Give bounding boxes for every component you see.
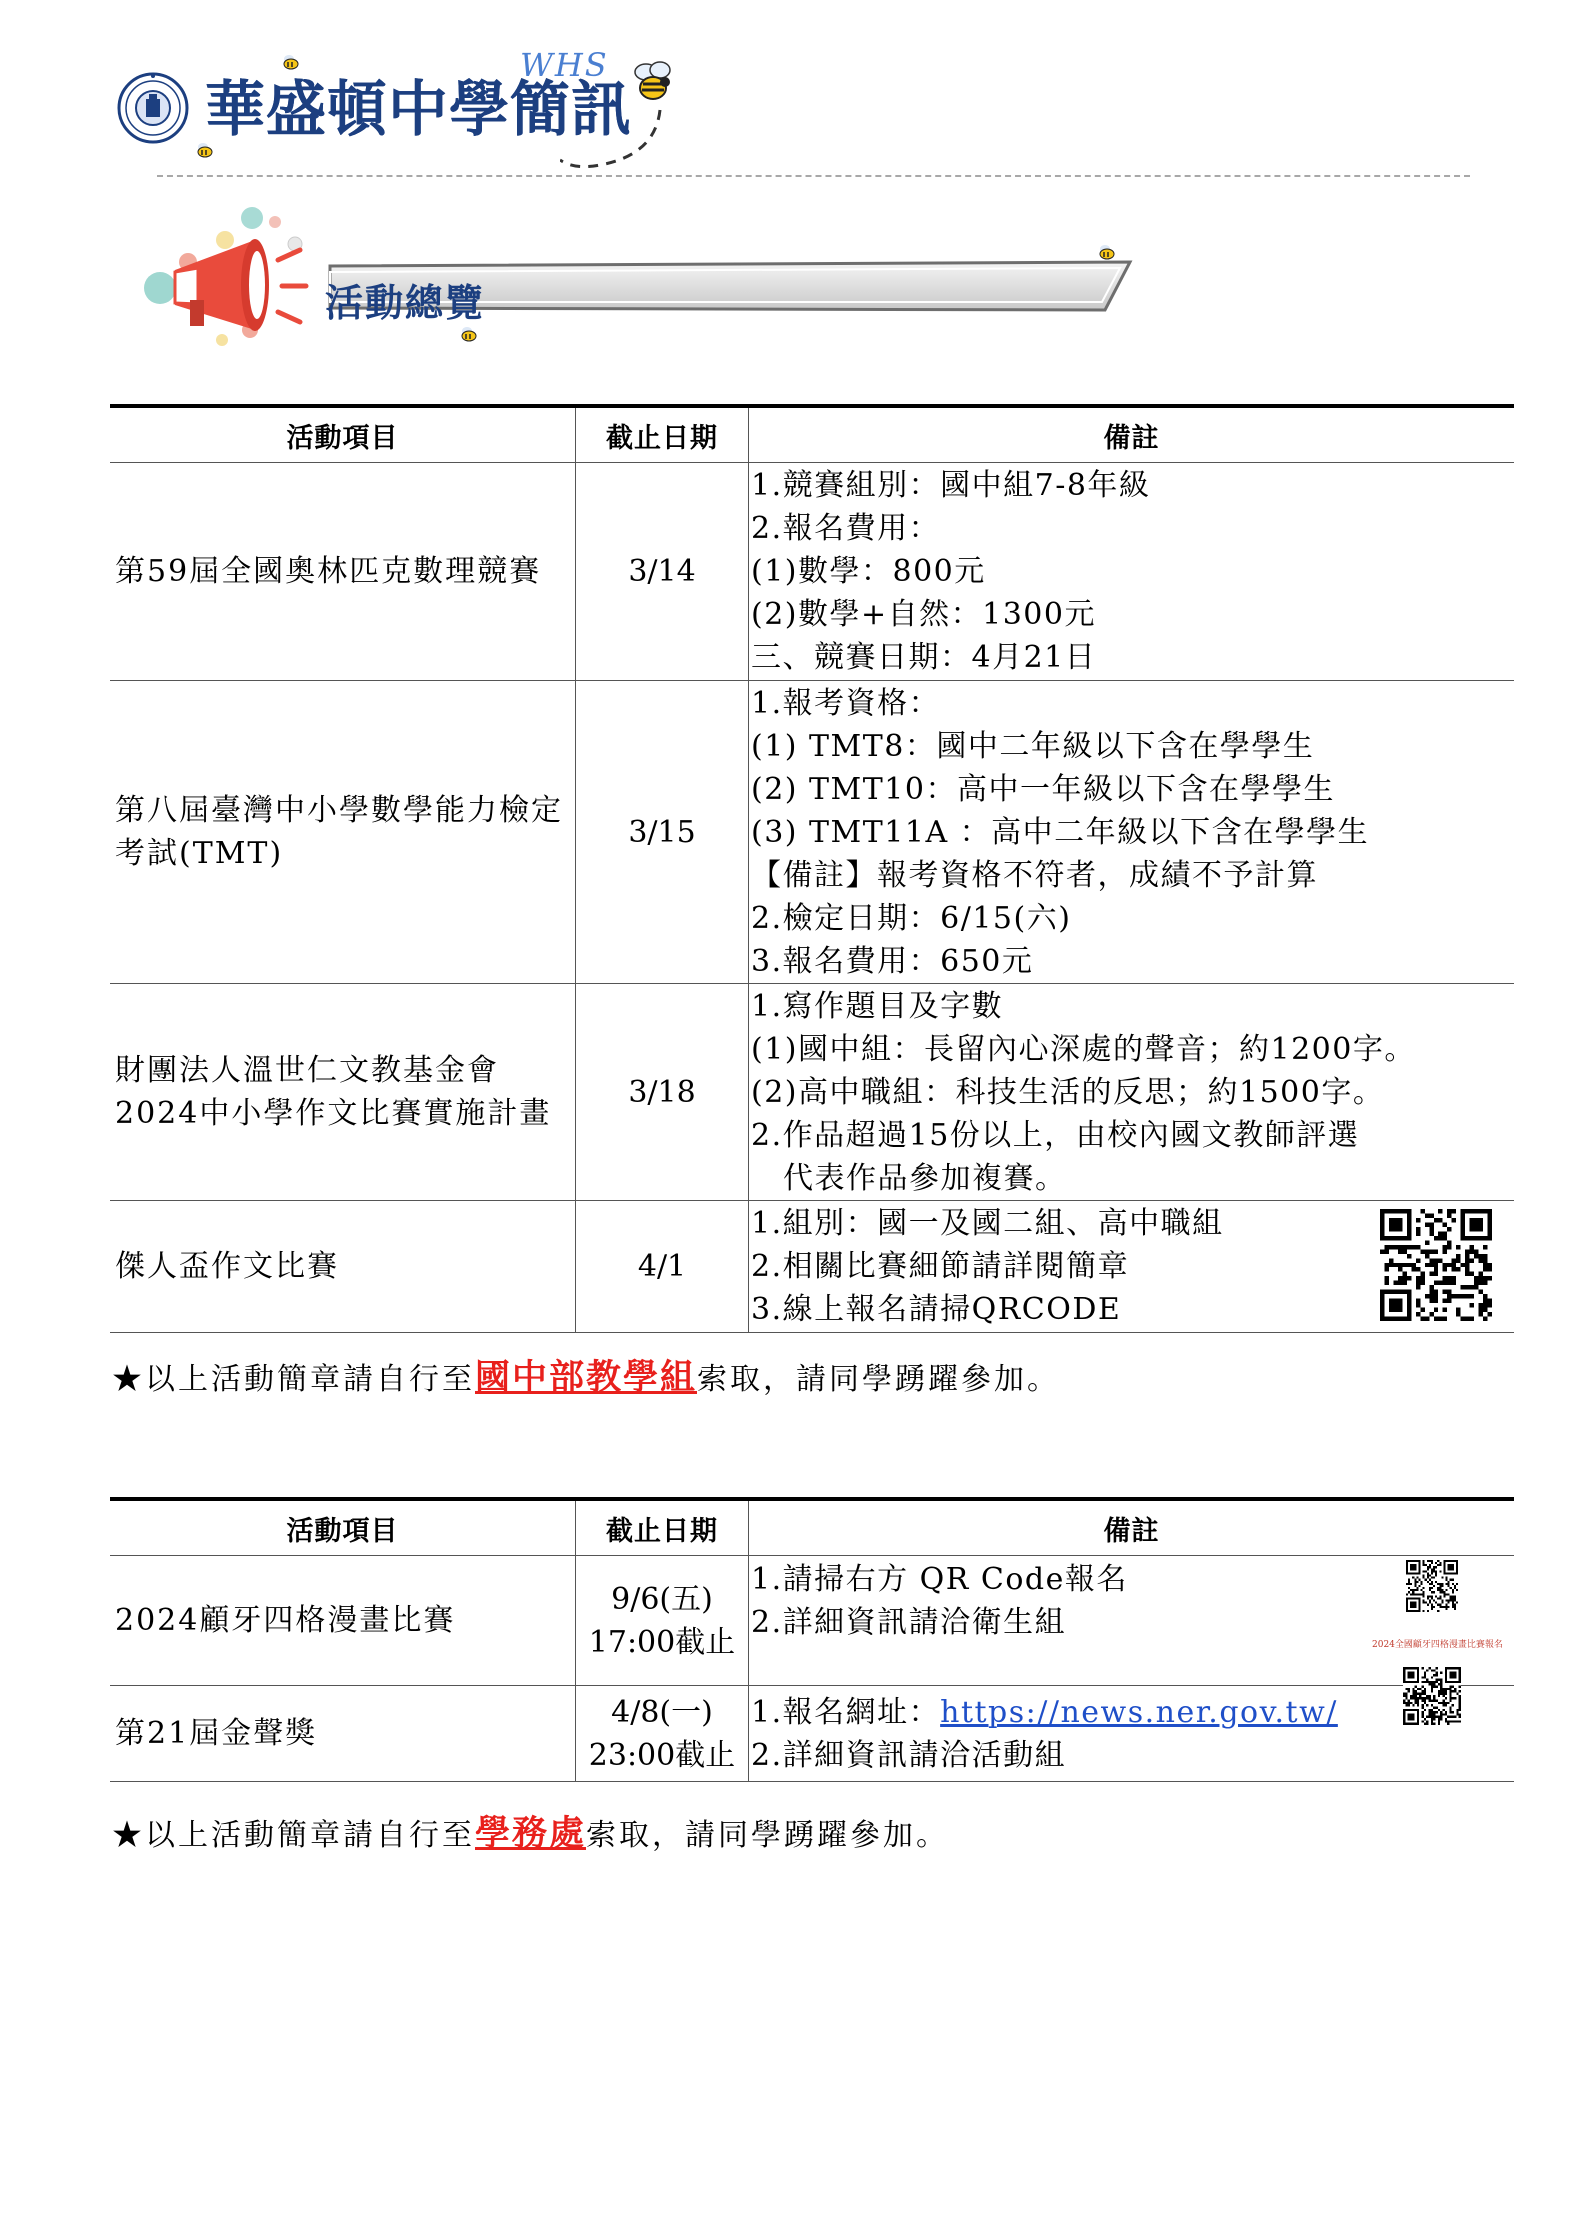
activity-name: 2024顧牙四格漫畫比賽 (110, 1556, 576, 1686)
table-row (110, 984, 1514, 1201)
table-header-row (110, 406, 1514, 463)
activity-notes: 1.組別：國一及國二組、高中職組 2.相關比賽細節請詳閱簡章 3.線上報名請掃QRCODE (749, 1201, 1515, 1333)
activity-notes: 1.寫作題目及字數 (1)國中組：長留內心深處的聲音；約1200字。 (2)高中職組：科技生活的反思；約1500字。 2.作品超過15份以上，由校內國文教師評選 代表作品參加複賽。 (749, 984, 1515, 1201)
activity-name: 第八屆臺灣中小學數學能力檢定考試(TMT) (110, 681, 576, 984)
section-banner (130, 200, 1150, 355)
activity-deadline: 3/15 (576, 681, 749, 984)
activity-notes: 1.報考資格： (1) TMT8：國中二年級以下含在學學生 (2) TMT10：高中一年級以下含在學學生 (3) TMT11A ：高中二年級以下含在學學生 【備註】報考資格不符者，成績不予計算 2.檢定日期：6/15(六) 3.報名費用：650元 (749, 681, 1515, 984)
activities-table-academic (110, 404, 1514, 1333)
registration-link[interactable]: https://news.ner.gov.tw/ (940, 1694, 1338, 1730)
activity-name: 第59屆全國奧林匹克數理競賽 (110, 463, 576, 681)
activity-deadline: 3/18 (576, 984, 749, 1201)
table-row (110, 1556, 1514, 1686)
small-bee-icon (196, 142, 214, 158)
table-row (110, 681, 1514, 984)
table2-footer-note: ★以上活動簡章請自行至學務處索取，請同學踴躍參加。 (112, 1814, 950, 1854)
activity-name: 財團法人溫世仁文教基金會2024中小學作文比賽實施計畫 (110, 984, 576, 1201)
column-header-item: 活動項目 (110, 1499, 576, 1556)
table-header-row (110, 1499, 1514, 1556)
table-row (110, 1686, 1514, 1782)
header-divider (157, 175, 1470, 177)
column-header-deadline: 截止日期 (576, 406, 749, 463)
activity-deadline: 4/8(一) 23:00截止 (576, 1686, 749, 1782)
bee-trail-icon (560, 100, 680, 180)
office-highlight: 國中部教學組 (475, 1358, 698, 1398)
table-row (110, 463, 1514, 681)
activity-deadline: 3/14 (576, 463, 749, 681)
registration-qr-code[interactable] (1372, 1560, 1503, 1682)
school-seal-icon (117, 72, 189, 144)
section-title: 活動總覽 (325, 281, 486, 325)
small-bee-icon (1098, 244, 1116, 260)
activities-table-student-affairs (110, 1497, 1514, 1782)
megaphone-icon (175, 239, 306, 331)
small-bee-icon (460, 326, 478, 342)
column-header-notes: 備註 (749, 1499, 1515, 1556)
activity-deadline: 9/6(五) 17:00截止 (576, 1556, 749, 1686)
column-header-notes: 備註 (749, 406, 1515, 463)
column-header-item: 活動項目 (110, 406, 576, 463)
activity-notes: 1.競賽組別：國中組7-8年級 2.報名費用： (1)數學：800元 (2)數學+自然：1300元 三、競賽日期：4月21日 (749, 463, 1515, 681)
whs-script-logo: WHS (520, 46, 609, 84)
column-header-deadline: 截止日期 (576, 1499, 749, 1556)
activity-notes: 1.請掃右方 QR Code報名 2.詳細資訊請洽衛生組 2024全國顧牙四格漫畫比賽報名 (749, 1556, 1515, 1686)
activity-deadline: 4/1 (576, 1201, 749, 1333)
newsletter-header (0, 0, 1577, 190)
registration-qr-code[interactable] (1380, 1209, 1492, 1321)
table1-footer-note: ★以上活動簡章請自行至國中部教學組索取，請同學踴躍參加。 (112, 1358, 1061, 1398)
office-highlight: 學務處 (475, 1814, 587, 1854)
qr-caption: 2024全國顧牙四格漫畫比賽報名 (1372, 1640, 1503, 1650)
activity-name: 第21屆金聲獎 (110, 1686, 576, 1782)
newsletter-title: 華盛頓中學簡訊 (205, 75, 632, 145)
small-bee-icon (282, 54, 300, 70)
table-row (110, 1201, 1514, 1333)
activity-name: 傑人盃作文比賽 (110, 1201, 576, 1333)
activity-notes: 1.報名網址：https://news.ner.gov.tw/ 2.詳細資訊請洽活動組 (749, 1686, 1515, 1782)
